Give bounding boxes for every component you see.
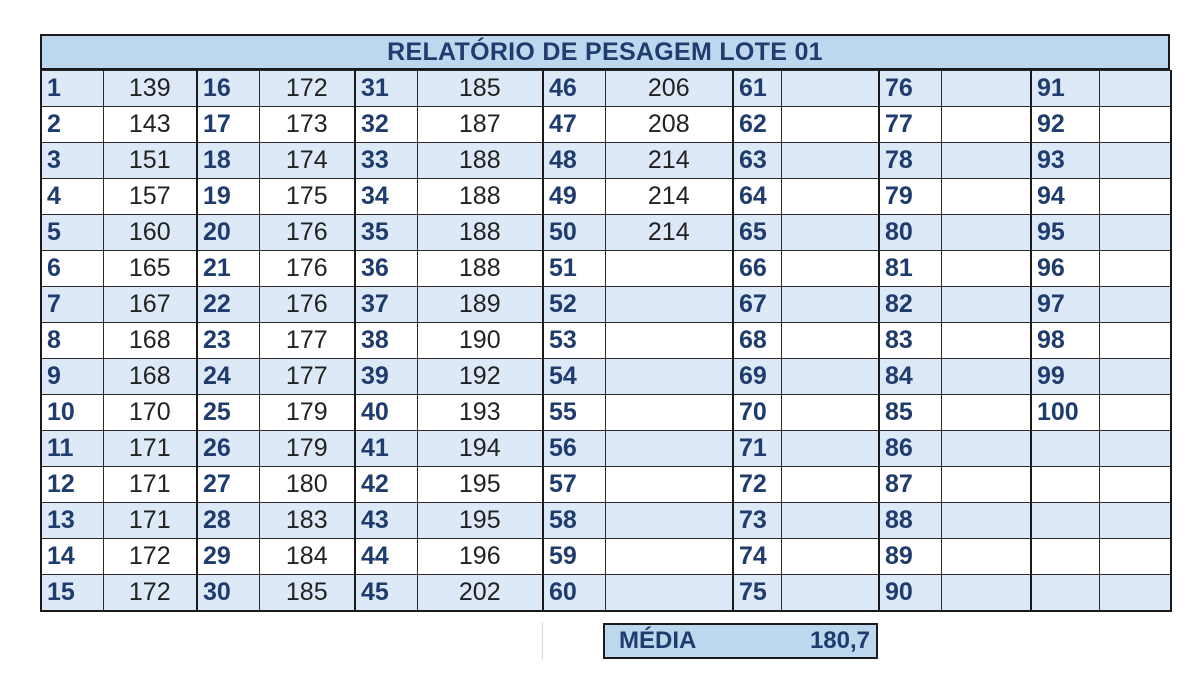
animal-number-cell: 84	[879, 359, 941, 395]
weight-cell: 172	[103, 539, 197, 575]
weight-cell: 173	[259, 107, 355, 143]
weight-cell	[1099, 539, 1171, 575]
weight-cell: 184	[259, 539, 355, 575]
report-title: RELATÓRIO DE PESAGEM LOTE 01	[40, 34, 1170, 70]
animal-number-cell: 13	[41, 503, 103, 539]
table-row	[41, 431, 1171, 467]
table-row	[41, 251, 1171, 287]
weight-cell: 188	[417, 215, 543, 251]
weight-cell: 143	[103, 107, 197, 143]
animal-number-cell	[1031, 467, 1099, 503]
animal-number-cell: 94	[1031, 179, 1099, 215]
table-row	[41, 395, 1171, 431]
animal-number-cell: 55	[543, 395, 605, 431]
animal-number-cell: 85	[879, 395, 941, 431]
animal-number-cell: 65	[733, 215, 781, 251]
weight-cell	[1099, 359, 1171, 395]
animal-number-cell: 48	[543, 143, 605, 179]
animal-number-cell: 17	[197, 107, 259, 143]
weighing-report-sheet	[40, 34, 1170, 612]
media-value: 180,7	[809, 627, 870, 654]
weight-cell: 192	[417, 359, 543, 395]
animal-number-cell: 35	[355, 215, 417, 251]
animal-number-cell: 80	[879, 215, 941, 251]
table-row	[41, 179, 1171, 215]
weight-cell	[941, 575, 1031, 612]
weight-cell: 157	[103, 179, 197, 215]
animal-number-cell: 25	[197, 395, 259, 431]
weight-cell	[605, 467, 733, 503]
table-row	[41, 71, 1171, 107]
animal-number-cell: 49	[543, 179, 605, 215]
weight-cell: 179	[259, 395, 355, 431]
animal-number-cell: 58	[543, 503, 605, 539]
weight-cell	[941, 431, 1031, 467]
weight-cell: 195	[417, 467, 543, 503]
animal-number-cell: 36	[355, 251, 417, 287]
animal-number-cell: 90	[879, 575, 941, 612]
weight-cell: 190	[417, 323, 543, 359]
animal-number-cell: 19	[197, 179, 259, 215]
animal-number-cell: 24	[197, 359, 259, 395]
animal-number-cell: 59	[543, 539, 605, 575]
animal-number-cell	[1031, 575, 1099, 612]
animal-number-cell: 34	[355, 179, 417, 215]
weight-cell: 176	[259, 287, 355, 323]
weight-cell: 160	[103, 215, 197, 251]
animal-number-cell: 40	[355, 395, 417, 431]
weight-cell	[605, 323, 733, 359]
animal-number-cell: 75	[733, 575, 781, 612]
animal-number-cell: 30	[197, 575, 259, 612]
weight-cell	[941, 287, 1031, 323]
weight-cell: 185	[417, 71, 543, 107]
animal-number-cell: 9	[41, 359, 103, 395]
animal-number-cell: 88	[879, 503, 941, 539]
animal-number-cell: 53	[543, 323, 605, 359]
weight-cell	[941, 539, 1031, 575]
weight-cell	[781, 395, 879, 431]
weight-cell	[781, 107, 879, 143]
animal-number-cell: 16	[197, 71, 259, 107]
weight-cell	[941, 107, 1031, 143]
weight-cell: 187	[417, 107, 543, 143]
weight-cell	[605, 431, 733, 467]
animal-number-cell: 8	[41, 323, 103, 359]
animal-number-cell: 22	[197, 287, 259, 323]
weight-cell	[1099, 323, 1171, 359]
weight-cell: 168	[103, 359, 197, 395]
weight-cell	[1099, 467, 1171, 503]
weight-cell	[781, 215, 879, 251]
weight-cell	[605, 575, 733, 612]
animal-number-cell: 42	[355, 467, 417, 503]
weight-cell	[1099, 215, 1171, 251]
weight-cell: 214	[605, 215, 733, 251]
table-row	[41, 575, 1171, 612]
table-row	[41, 287, 1171, 323]
weight-cell: 165	[103, 251, 197, 287]
animal-number-cell: 15	[41, 575, 103, 612]
weight-cell: 183	[259, 503, 355, 539]
media-summary-box	[603, 623, 878, 659]
animal-number-cell: 51	[543, 251, 605, 287]
animal-number-cell: 43	[355, 503, 417, 539]
animal-number-cell: 91	[1031, 71, 1099, 107]
animal-number-cell: 89	[879, 539, 941, 575]
weight-cell	[605, 251, 733, 287]
weight-cell	[781, 323, 879, 359]
table-row	[41, 359, 1171, 395]
animal-number-cell: 2	[41, 107, 103, 143]
animal-number-cell: 20	[197, 215, 259, 251]
animal-number-cell: 46	[543, 71, 605, 107]
animal-number-cell: 7	[41, 287, 103, 323]
weight-cell	[1099, 287, 1171, 323]
animal-number-cell: 1	[41, 71, 103, 107]
weight-cell: 139	[103, 71, 197, 107]
animal-number-cell: 73	[733, 503, 781, 539]
grid-divider-line	[542, 622, 543, 660]
animal-number-cell: 69	[733, 359, 781, 395]
weight-cell: 171	[103, 467, 197, 503]
table-row	[41, 323, 1171, 359]
animal-number-cell: 72	[733, 467, 781, 503]
weight-cell	[941, 251, 1031, 287]
animal-number-cell: 67	[733, 287, 781, 323]
weight-cell: 171	[103, 503, 197, 539]
animal-number-cell: 95	[1031, 215, 1099, 251]
weight-cell: 185	[259, 575, 355, 612]
media-label: MÉDIA	[619, 627, 697, 654]
animal-number-cell: 4	[41, 179, 103, 215]
animal-number-cell: 64	[733, 179, 781, 215]
weight-cell: 188	[417, 179, 543, 215]
weight-cell	[781, 359, 879, 395]
animal-number-cell: 71	[733, 431, 781, 467]
table-row	[41, 467, 1171, 503]
weight-cell	[941, 179, 1031, 215]
weight-cell	[781, 179, 879, 215]
animal-number-cell: 14	[41, 539, 103, 575]
weight-cell	[1099, 251, 1171, 287]
weight-cell: 175	[259, 179, 355, 215]
weight-cell	[1099, 503, 1171, 539]
animal-number-cell: 70	[733, 395, 781, 431]
weight-cell: 189	[417, 287, 543, 323]
animal-number-cell: 12	[41, 467, 103, 503]
weight-cell: 176	[259, 251, 355, 287]
animal-number-cell: 77	[879, 107, 941, 143]
animal-number-cell: 83	[879, 323, 941, 359]
animal-number-cell: 29	[197, 539, 259, 575]
weight-cell	[781, 539, 879, 575]
weight-cell: 214	[605, 179, 733, 215]
animal-number-cell: 52	[543, 287, 605, 323]
animal-number-cell: 11	[41, 431, 103, 467]
animal-number-cell: 76	[879, 71, 941, 107]
weight-cell: 208	[605, 107, 733, 143]
weight-cell	[941, 395, 1031, 431]
animal-number-cell: 82	[879, 287, 941, 323]
weight-cell	[1099, 143, 1171, 179]
weight-cell: 176	[259, 215, 355, 251]
weight-cell: 202	[417, 575, 543, 612]
weight-cell: 151	[103, 143, 197, 179]
animal-number-cell: 98	[1031, 323, 1099, 359]
weight-cell: 214	[605, 143, 733, 179]
weight-cell: 195	[417, 503, 543, 539]
weight-cell	[1099, 431, 1171, 467]
animal-number-cell: 97	[1031, 287, 1099, 323]
weight-cell	[941, 143, 1031, 179]
weight-cell	[1099, 71, 1171, 107]
animal-number-cell: 92	[1031, 107, 1099, 143]
weight-cell: 179	[259, 431, 355, 467]
animal-number-cell: 37	[355, 287, 417, 323]
weight-cell: 172	[103, 575, 197, 612]
animal-number-cell: 10	[41, 395, 103, 431]
weight-cell	[781, 251, 879, 287]
weight-cell	[781, 431, 879, 467]
weight-cell: 168	[103, 323, 197, 359]
weighing-table	[40, 70, 1172, 612]
animal-number-cell: 61	[733, 71, 781, 107]
animal-number-cell	[1031, 431, 1099, 467]
weight-cell	[781, 575, 879, 612]
animal-number-cell: 57	[543, 467, 605, 503]
table-row	[41, 503, 1171, 539]
animal-number-cell: 66	[733, 251, 781, 287]
weight-cell	[941, 71, 1031, 107]
animal-number-cell: 31	[355, 71, 417, 107]
animal-number-cell: 45	[355, 575, 417, 612]
weight-cell	[1099, 107, 1171, 143]
animal-number-cell: 63	[733, 143, 781, 179]
weight-cell: 172	[259, 71, 355, 107]
animal-number-cell: 81	[879, 251, 941, 287]
animal-number-cell: 62	[733, 107, 781, 143]
weight-cell: 170	[103, 395, 197, 431]
weight-cell	[941, 359, 1031, 395]
animal-number-cell: 60	[543, 575, 605, 612]
animal-number-cell: 32	[355, 107, 417, 143]
animal-number-cell: 96	[1031, 251, 1099, 287]
animal-number-cell: 99	[1031, 359, 1099, 395]
weight-cell: 194	[417, 431, 543, 467]
weight-cell	[781, 143, 879, 179]
animal-number-cell: 3	[41, 143, 103, 179]
animal-number-cell: 44	[355, 539, 417, 575]
weight-cell: 188	[417, 251, 543, 287]
animal-number-cell: 54	[543, 359, 605, 395]
animal-number-cell: 41	[355, 431, 417, 467]
weight-cell: 206	[605, 71, 733, 107]
animal-number-cell: 39	[355, 359, 417, 395]
animal-number-cell: 47	[543, 107, 605, 143]
table-row	[41, 143, 1171, 179]
animal-number-cell: 100	[1031, 395, 1099, 431]
animal-number-cell: 87	[879, 467, 941, 503]
animal-number-cell: 6	[41, 251, 103, 287]
table-row	[41, 539, 1171, 575]
weight-cell	[1099, 575, 1171, 612]
animal-number-cell: 18	[197, 143, 259, 179]
weight-cell	[605, 359, 733, 395]
weight-cell	[781, 503, 879, 539]
weight-cell	[941, 467, 1031, 503]
animal-number-cell: 33	[355, 143, 417, 179]
weight-cell: 177	[259, 323, 355, 359]
weight-cell	[605, 503, 733, 539]
weight-cell: 177	[259, 359, 355, 395]
animal-number-cell: 74	[733, 539, 781, 575]
weight-cell: 174	[259, 143, 355, 179]
animal-number-cell: 26	[197, 431, 259, 467]
weight-cell	[781, 71, 879, 107]
weight-cell	[941, 503, 1031, 539]
animal-number-cell: 27	[197, 467, 259, 503]
animal-number-cell: 68	[733, 323, 781, 359]
weight-cell	[781, 467, 879, 503]
table-row	[41, 107, 1171, 143]
animal-number-cell: 23	[197, 323, 259, 359]
animal-number-cell: 56	[543, 431, 605, 467]
animal-number-cell: 5	[41, 215, 103, 251]
weight-cell	[941, 323, 1031, 359]
weight-cell: 193	[417, 395, 543, 431]
animal-number-cell: 28	[197, 503, 259, 539]
animal-number-cell: 86	[879, 431, 941, 467]
animal-number-cell: 21	[197, 251, 259, 287]
weight-cell	[605, 287, 733, 323]
weight-cell	[1099, 395, 1171, 431]
animal-number-cell	[1031, 539, 1099, 575]
animal-number-cell: 79	[879, 179, 941, 215]
animal-number-cell: 93	[1031, 143, 1099, 179]
weight-cell	[1099, 179, 1171, 215]
weight-cell	[605, 539, 733, 575]
animal-number-cell: 78	[879, 143, 941, 179]
weight-cell	[605, 395, 733, 431]
weight-cell: 180	[259, 467, 355, 503]
animal-number-cell: 50	[543, 215, 605, 251]
weight-cell: 171	[103, 431, 197, 467]
animal-number-cell: 38	[355, 323, 417, 359]
weight-cell	[781, 287, 879, 323]
weight-cell	[941, 215, 1031, 251]
weight-cell: 188	[417, 143, 543, 179]
weight-cell: 167	[103, 287, 197, 323]
animal-number-cell	[1031, 503, 1099, 539]
weight-cell: 196	[417, 539, 543, 575]
table-row	[41, 215, 1171, 251]
